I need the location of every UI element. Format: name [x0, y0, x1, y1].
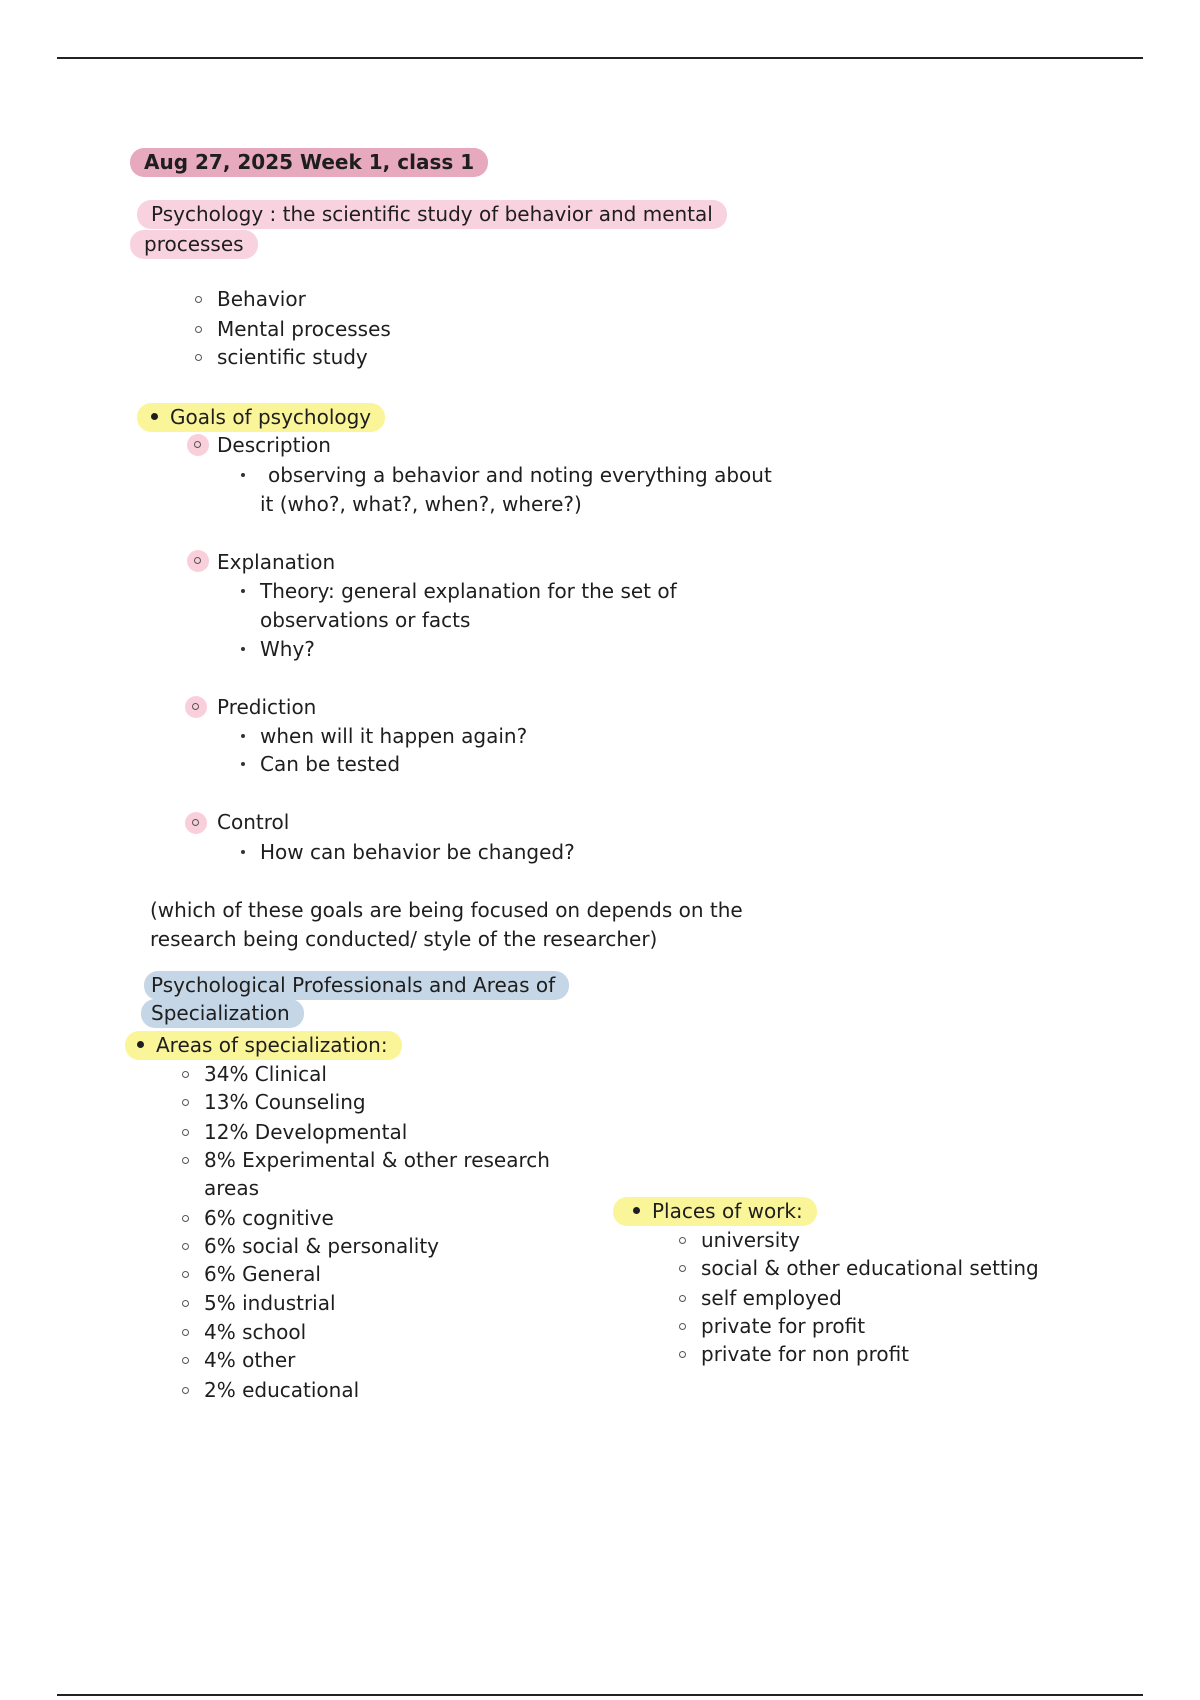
- goal-control-detail: How can behavior be changed?: [260, 840, 575, 864]
- small-bullet-icon: [241, 850, 245, 854]
- bottom-divider: [57, 1694, 1143, 1696]
- definition-line-2: [130, 230, 258, 259]
- definition-item: Behavior: [217, 287, 306, 311]
- date-heading-text: Aug 27, 2025 Week 1, class 1: [130, 148, 488, 177]
- list-bullet-icon: [195, 354, 202, 361]
- specialization-item-continuation: areas: [204, 1176, 260, 1200]
- goals-heading-text: Goals of psychology: [170, 405, 372, 429]
- specialization-item: 4% other: [204, 1348, 296, 1372]
- professionals-heading-line-1: [144, 971, 569, 1000]
- goals-note-line-2: research being conducted/ style of the researcher): [150, 927, 658, 951]
- list-bullet-icon: [182, 1071, 189, 1078]
- professionals-heading-text-1: Psychological Professionals and Areas of: [144, 971, 569, 1000]
- list-bullet-icon: [182, 1300, 189, 1307]
- specialization-heading: [125, 1031, 402, 1060]
- goal-description-detail: observing a behavior and noting everything about: [268, 463, 772, 487]
- definition-line-1: [137, 200, 727, 229]
- definition-text-1: Psychology : the scientific study of behavior and mental: [137, 200, 727, 229]
- goal-explanation-detail: Theory: general explanation for the set of: [260, 579, 677, 603]
- goal-description-label: Description: [217, 433, 331, 457]
- bullet-icon: [137, 1041, 144, 1048]
- pink-bullet-icon: [187, 550, 209, 572]
- professionals-heading-line-2: [141, 999, 304, 1028]
- specialization-item: 6% General: [204, 1262, 321, 1286]
- professionals-heading-text-2: Specialization: [141, 999, 304, 1028]
- list-bullet-icon: [182, 1387, 189, 1394]
- definition-text-2: processes: [130, 230, 258, 259]
- list-bullet-icon: [182, 1099, 189, 1106]
- workplaces-heading-text: Places of work:: [652, 1199, 803, 1223]
- list-bullet-icon: [182, 1215, 189, 1222]
- specialization-heading-text: Areas of specialization:: [156, 1033, 388, 1057]
- list-bullet-icon: [182, 1357, 189, 1364]
- specialization-item: 6% social & personality: [204, 1234, 440, 1258]
- definition-item: scientific study: [217, 345, 368, 369]
- list-bullet-icon: [182, 1329, 189, 1336]
- list-bullet-icon: [182, 1271, 189, 1278]
- list-bullet-icon: [195, 296, 202, 303]
- small-bullet-icon: [241, 734, 245, 738]
- workplace-item: social & other educational setting: [701, 1256, 1039, 1280]
- list-bullet-icon: [679, 1351, 686, 1358]
- specialization-item: 4% school: [204, 1320, 307, 1344]
- workplace-item: university: [701, 1228, 800, 1252]
- workplace-item: self employed: [701, 1286, 842, 1310]
- specialization-item: 8% Experimental & other research: [204, 1148, 550, 1172]
- goal-prediction-detail: Can be tested: [260, 752, 401, 776]
- small-bullet-icon: [241, 473, 245, 477]
- goal-explanation-detail: observations or facts: [260, 608, 471, 632]
- list-bullet-icon: [182, 1157, 189, 1164]
- list-bullet-icon: [679, 1323, 686, 1330]
- list-bullet-icon: [182, 1129, 189, 1136]
- list-bullet-icon: [679, 1295, 686, 1302]
- goals-note-line-1: (which of these goals are being focused on depends on the: [150, 898, 743, 922]
- specialization-item: 13% Counseling: [204, 1090, 366, 1114]
- specialization-item: 12% Developmental: [204, 1120, 408, 1144]
- small-bullet-icon: [241, 647, 245, 651]
- goals-heading: [137, 403, 385, 432]
- specialization-item: 34% Clinical: [204, 1062, 327, 1086]
- goal-description-detail: it (who?, what?, when?, where?): [260, 492, 582, 516]
- list-bullet-icon: [679, 1237, 686, 1244]
- bullet-icon: [151, 413, 158, 420]
- small-bullet-icon: [241, 762, 245, 766]
- goal-prediction-detail: when will it happen again?: [260, 724, 528, 748]
- goal-control-label: Control: [217, 810, 290, 834]
- list-bullet-icon: [195, 326, 202, 333]
- specialization-item: 5% industrial: [204, 1291, 336, 1315]
- workplace-item: private for non profit: [701, 1342, 910, 1366]
- list-bullet-icon: [182, 1243, 189, 1250]
- workplaces-heading: [613, 1197, 817, 1226]
- goal-explanation-detail: Why?: [260, 637, 315, 661]
- pink-bullet-icon: [187, 434, 209, 456]
- workplace-item: private for profit: [701, 1314, 866, 1338]
- specialization-item: 2% educational: [204, 1378, 360, 1402]
- bullet-icon: [633, 1207, 640, 1214]
- top-divider: [57, 57, 1143, 59]
- small-bullet-icon: [241, 589, 245, 593]
- pink-bullet-icon: [185, 812, 207, 834]
- date-heading: [130, 148, 488, 177]
- definition-item: Mental processes: [217, 317, 391, 341]
- specialization-item: 6% cognitive: [204, 1206, 334, 1230]
- goal-prediction-label: Prediction: [217, 695, 317, 719]
- pink-bullet-icon: [185, 696, 207, 718]
- goal-explanation-label: Explanation: [217, 550, 336, 574]
- list-bullet-icon: [679, 1265, 686, 1272]
